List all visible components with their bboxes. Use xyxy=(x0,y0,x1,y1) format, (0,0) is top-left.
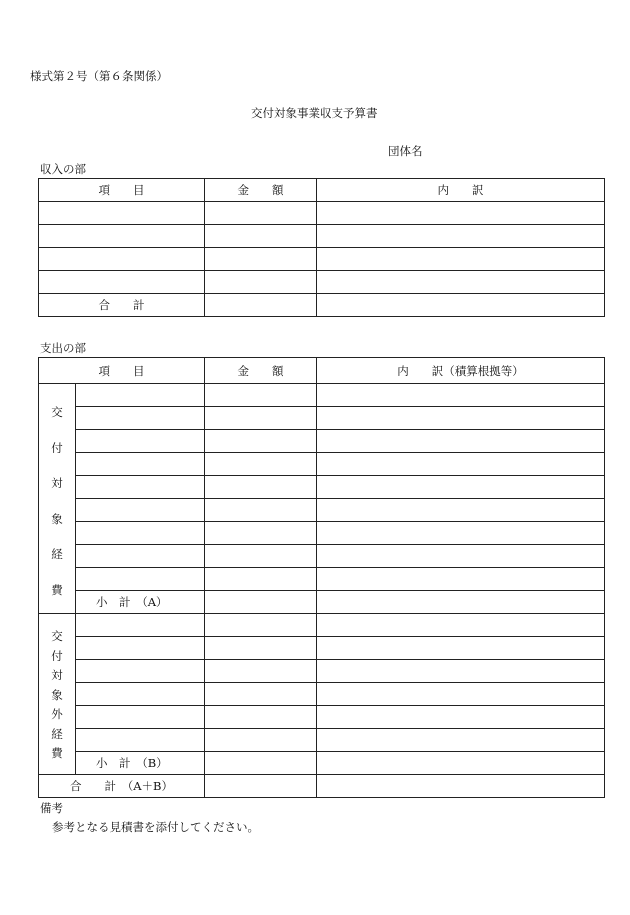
expense-breakdown-cell[interactable] xyxy=(317,407,605,430)
subtotal-a-amount-cell[interactable] xyxy=(205,591,317,614)
income-breakdown-cell[interactable] xyxy=(317,225,605,248)
income-total-label: 合 計 xyxy=(39,294,205,317)
income-header-row xyxy=(39,179,605,202)
expense-amount-cell[interactable] xyxy=(205,476,317,499)
document-title: 交付対象事業収支予算書 xyxy=(251,106,378,120)
expense-row xyxy=(39,568,605,591)
expense-item-cell[interactable] xyxy=(76,499,205,522)
income-item-cell[interactable] xyxy=(39,271,205,294)
expense-item-cell[interactable] xyxy=(76,614,205,637)
income-breakdown-cell[interactable] xyxy=(317,202,605,225)
subtotal-b-row xyxy=(39,752,605,775)
income-header-item: 項 目 xyxy=(39,179,205,202)
expense-row xyxy=(39,729,605,752)
expense-row xyxy=(39,384,605,407)
expense-header-row xyxy=(39,358,605,384)
expense-breakdown-cell[interactable] xyxy=(317,637,605,660)
subtotal-b-breakdown-cell[interactable] xyxy=(317,752,605,775)
income-table xyxy=(38,178,605,317)
expense-total-label: 合 計 （A＋B） xyxy=(39,775,205,798)
expense-row xyxy=(39,430,605,453)
income-item-cell[interactable] xyxy=(39,202,205,225)
expense-row xyxy=(39,545,605,568)
income-amount-cell[interactable] xyxy=(205,271,317,294)
expense-row xyxy=(39,499,605,522)
expense-header-breakdown: 内 訳（積算根拠等） xyxy=(317,358,605,384)
income-breakdown-cell[interactable] xyxy=(317,248,605,271)
expense-amount-cell[interactable] xyxy=(205,453,317,476)
expense-row xyxy=(39,522,605,545)
expense-amount-cell[interactable] xyxy=(205,430,317,453)
subtotal-a-row xyxy=(39,591,605,614)
expense-item-cell[interactable] xyxy=(76,660,205,683)
expense-amount-cell[interactable] xyxy=(205,384,317,407)
expense-amount-cell[interactable] xyxy=(205,614,317,637)
income-amount-cell[interactable] xyxy=(205,202,317,225)
expense-breakdown-cell[interactable] xyxy=(317,384,605,407)
expense-item-cell[interactable] xyxy=(76,453,205,476)
expense-item-cell[interactable] xyxy=(76,683,205,706)
subtotal-b-amount-cell[interactable] xyxy=(205,752,317,775)
expense-breakdown-cell[interactable] xyxy=(317,430,605,453)
expense-amount-cell[interactable] xyxy=(205,683,317,706)
expense-breakdown-cell[interactable] xyxy=(317,522,605,545)
expense-section-label: 支出の部 xyxy=(40,341,86,355)
expense-amount-cell[interactable] xyxy=(205,729,317,752)
expense-item-cell[interactable] xyxy=(76,706,205,729)
income-row xyxy=(39,271,605,294)
income-total-breakdown-cell[interactable] xyxy=(317,294,605,317)
expense-item-cell[interactable] xyxy=(76,637,205,660)
income-item-cell[interactable] xyxy=(39,248,205,271)
expense-row xyxy=(39,476,605,499)
organization-label: 団体名 xyxy=(388,144,423,158)
expense-amount-cell[interactable] xyxy=(205,568,317,591)
expense-row xyxy=(39,683,605,706)
expense-amount-cell[interactable] xyxy=(205,660,317,683)
eligible-expense-group-label: 交 付 対 象 経 費 xyxy=(39,384,76,614)
income-item-cell[interactable] xyxy=(39,225,205,248)
expense-row xyxy=(39,660,605,683)
income-header-amount: 金 額 xyxy=(205,179,317,202)
income-row xyxy=(39,202,605,225)
expense-breakdown-cell[interactable] xyxy=(317,683,605,706)
expense-item-cell[interactable] xyxy=(76,545,205,568)
expense-amount-cell[interactable] xyxy=(205,706,317,729)
income-total-row xyxy=(39,294,605,317)
expense-amount-cell[interactable] xyxy=(205,637,317,660)
expense-item-cell[interactable] xyxy=(76,407,205,430)
expense-total-amount-cell[interactable] xyxy=(205,775,317,798)
expense-amount-cell[interactable] xyxy=(205,522,317,545)
expense-item-cell[interactable] xyxy=(76,430,205,453)
income-row xyxy=(39,248,605,271)
expense-row xyxy=(39,453,605,476)
expense-breakdown-cell[interactable] xyxy=(317,545,605,568)
expense-header-item: 項 目 xyxy=(39,358,205,384)
expense-breakdown-cell[interactable] xyxy=(317,568,605,591)
income-header-breakdown: 内 訳 xyxy=(317,179,605,202)
expense-table xyxy=(38,357,605,798)
expense-amount-cell[interactable] xyxy=(205,499,317,522)
expense-breakdown-cell[interactable] xyxy=(317,476,605,499)
ineligible-expense-group-label: 交 付 対 象 外 経 費 xyxy=(39,614,76,775)
expense-total-breakdown-cell[interactable] xyxy=(317,775,605,798)
expense-row xyxy=(39,407,605,430)
subtotal-a-label: 小 計 （A） xyxy=(76,591,205,614)
income-total-amount-cell[interactable] xyxy=(205,294,317,317)
expense-item-cell[interactable] xyxy=(76,384,205,407)
notes-text: 参考となる見積書を添付してください。 xyxy=(52,820,259,834)
expense-item-cell[interactable] xyxy=(76,522,205,545)
income-row xyxy=(39,225,605,248)
income-breakdown-cell[interactable] xyxy=(317,271,605,294)
expense-row xyxy=(39,614,605,637)
expense-breakdown-cell[interactable] xyxy=(317,614,605,637)
expense-row xyxy=(39,637,605,660)
income-amount-cell[interactable] xyxy=(205,248,317,271)
expense-row xyxy=(39,706,605,729)
expense-total-row xyxy=(39,775,605,798)
notes-label: 備考 xyxy=(40,801,63,815)
expense-header-amount: 金 額 xyxy=(205,358,317,384)
subtotal-b-label: 小 計 （B） xyxy=(76,752,205,775)
income-amount-cell[interactable] xyxy=(205,225,317,248)
subtotal-a-breakdown-cell[interactable] xyxy=(317,591,605,614)
expense-breakdown-cell[interactable] xyxy=(317,706,605,729)
income-section-label: 収入の部 xyxy=(40,162,86,176)
expense-breakdown-cell[interactable] xyxy=(317,660,605,683)
expense-breakdown-cell[interactable] xyxy=(317,499,605,522)
expense-breakdown-cell[interactable] xyxy=(317,453,605,476)
expense-item-cell[interactable] xyxy=(76,476,205,499)
expense-amount-cell[interactable] xyxy=(205,407,317,430)
expense-item-cell[interactable] xyxy=(76,568,205,591)
expense-breakdown-cell[interactable] xyxy=(317,729,605,752)
expense-item-cell[interactable] xyxy=(76,729,205,752)
form-number: 様式第２号（第６条関係） xyxy=(30,69,168,83)
expense-amount-cell[interactable] xyxy=(205,545,317,568)
